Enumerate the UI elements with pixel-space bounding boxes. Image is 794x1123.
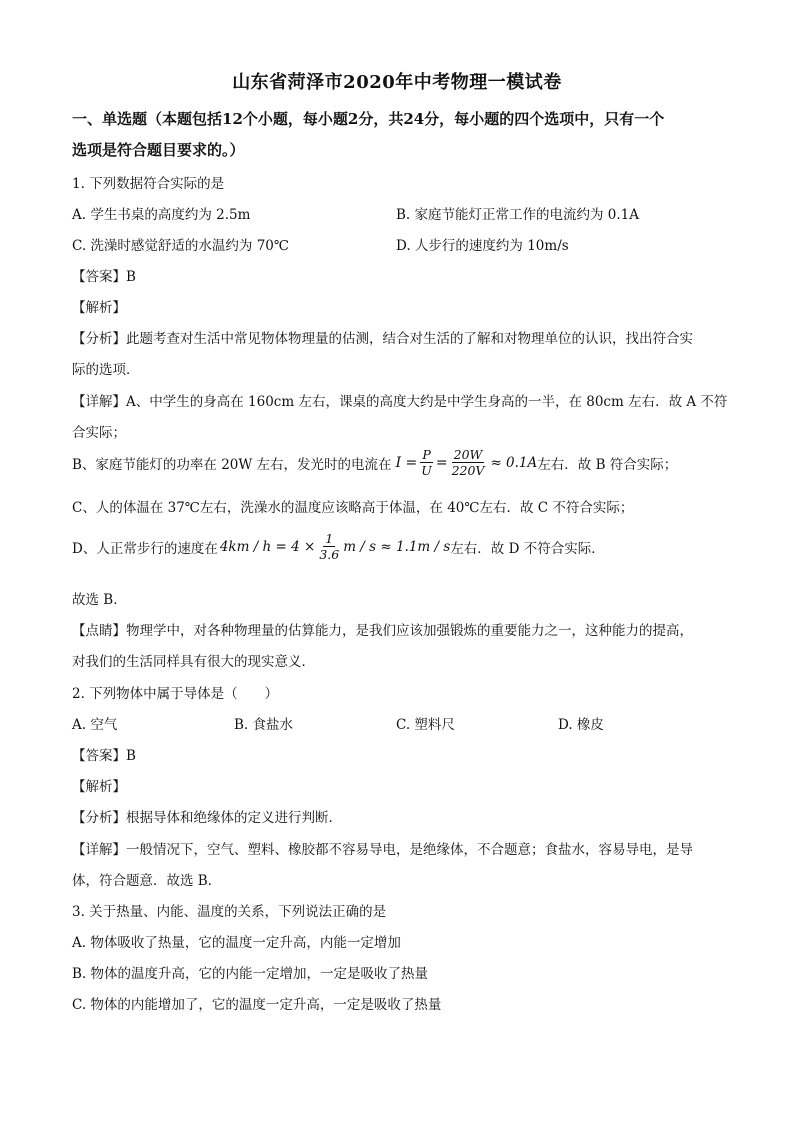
q1-option-d: D. 人步行的速度约为 10m/s: [396, 238, 569, 254]
q1-formula-3.6: 3.6: [319, 547, 340, 562]
q1-formula-equals: =: [435, 454, 448, 471]
q2-jiexi-label: 【解析】: [72, 779, 126, 795]
q1-note-line1: 【点睛】物理学中，对各种物理量的估算能力，是我们应该加强锻炼的重要能力之一，这种能力的提高，: [72, 623, 693, 639]
q1-detail-b-line: [72, 447, 727, 478]
q1-detail-line1: 【详解】A、中学生的身高在 160cm 左右，课桌的高度大约是中学生身高的一半，在 80cm 左右．故 A 不符: [72, 394, 728, 410]
q1-formula-20w-over-220v: [450, 447, 487, 478]
page-title: 山东省菏泽市2020年中考物理一模试卷: [232, 72, 562, 93]
q3-stem: 3. 关于热量、内能、温度的关系，下列说法正确的是: [72, 904, 387, 920]
q2-detail-line2: 体，符合题意．故选 B．: [72, 873, 222, 889]
q1-stem: 1. 下列数据符合实际的是: [72, 176, 225, 192]
q1-analysis-line1: 【分析】此题考查对生活中常见物体物理量的估测，结合对生活的了解和对物理单位的认识，找出符合实: [72, 331, 693, 347]
q1-analysis-line2: 际的选项．: [72, 362, 140, 378]
q2-option-c: C. 塑料尺: [396, 717, 455, 733]
q2-stem: 2. 下列物体中属于导体是（ ）: [72, 686, 279, 702]
section-heading-line1: 一、单选题（本题包括12个小题，每小题2分，共24分，每小题的四个选项中，只有一个: [72, 110, 665, 128]
section-heading-line2: 选项是符合题目要求的。）: [72, 141, 245, 159]
q1-formula-i: I =: [395, 454, 418, 471]
q1-formula-one: 1: [325, 531, 334, 546]
q2-option-a: A. 空气: [72, 717, 118, 733]
q1-option-b: B. 家庭节能灯正常工作的电流约为 0.1A: [396, 207, 640, 223]
q1-formula-p-over-u: [419, 447, 434, 478]
q1-detail-line2: 合实际；: [72, 425, 126, 441]
q1-formula-u: U: [421, 463, 432, 478]
q3-option-c: C. 物体的内能增加了，它的温度一定升高，一定是吸收了热量: [72, 997, 442, 1013]
q1-detail-b-tail: 左右．故 B 符合实际；: [537, 456, 678, 473]
q1-formula-speed: 4km / h = 4 ×: [219, 538, 316, 555]
q1-formula-1-over-3.6: [317, 531, 341, 562]
q1-detail-d-line: [72, 531, 727, 562]
q2-option-d: D. 橡皮: [558, 717, 604, 733]
q1-detail-c-line: C、人的体温在 37℃左右，洗澡水的温度应该略高于体温，在 40℃左右．故 C 不符合实际；: [72, 500, 634, 516]
q1-formula-20w: 20W: [453, 447, 483, 462]
q1-option-a: A. 学生书桌的高度约为 2.5m: [72, 207, 251, 223]
q1-detail-d-text: D、人正常步行的速度在: [72, 540, 218, 557]
q1-detail-d-tail: 左右．故 D 不符合实际．: [450, 540, 605, 557]
q1-formula-p: P: [422, 447, 431, 462]
q2-analysis: 【分析】根据导体和绝缘体的定义进行判断．: [72, 810, 342, 826]
q3-option-b: B. 物体的温度升高，它的内能一定增加，一定是吸收了热量: [72, 966, 429, 982]
q1-formula-220v: 220V: [451, 463, 485, 478]
q1-answer: 【答案】B: [72, 269, 136, 285]
q1-note-line2: 对我们的生活同样具有很大的现实意义．: [72, 654, 315, 670]
q1-jiexi-label: 【解析】: [72, 300, 126, 316]
q3-option-a: A. 物体吸收了热量，它的温度一定升高，内能一定增加: [72, 935, 401, 951]
q2-detail-line1: 【详解】一般情况下，空气、塑料、橡胶都不容易导电，是绝缘体，不合题意；食盐水，容易导电，是导: [72, 842, 693, 858]
q2-answer: 【答案】B: [72, 748, 136, 764]
q1-conclusion: 故选 B．: [72, 592, 127, 608]
q1-option-c: C. 洗澡时感觉舒适的水温约为 70℃: [72, 238, 290, 254]
q2-option-b: B. 食盐水: [234, 717, 294, 733]
q1-formula-speed-result: m / s ≈ 1.1m / s: [343, 538, 451, 555]
q1-detail-b-text: B、家庭节能灯的功率在 20W 左右，发光时的电流在: [72, 456, 392, 473]
q1-formula-approx: ≈ 0.1A: [490, 454, 538, 471]
